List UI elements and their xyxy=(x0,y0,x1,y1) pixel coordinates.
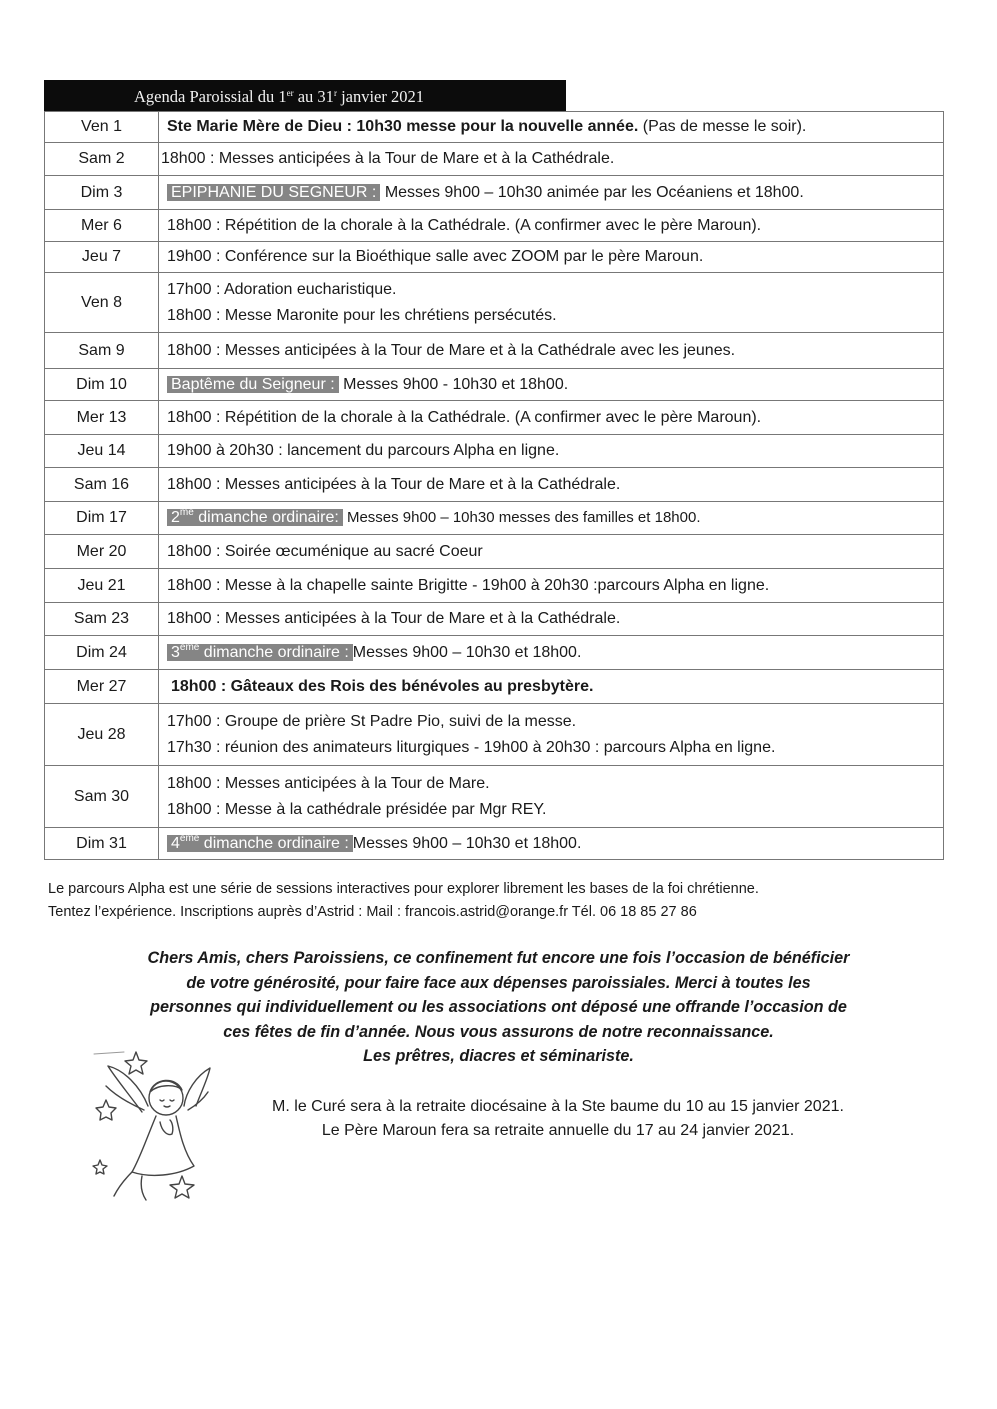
event-cell: Baptême du Seigneur : Messes 9h00 - 10h30 et 18h00. xyxy=(159,369,944,401)
event-cell: 19h00 à 20h30 : lancement du parcours Alpha en ligne. xyxy=(159,435,944,468)
day-cell: Dim 31 xyxy=(45,828,159,860)
event-cell: 18h00 : Messes anticipées à la Tour de Mare. 18h00 : Messe à la cathédrale présidée par Mgr REY. xyxy=(159,766,944,828)
table-row xyxy=(45,273,944,333)
table-row xyxy=(45,333,944,369)
table-row xyxy=(45,143,944,176)
day-cell: Dim 3 xyxy=(45,176,159,210)
event-cell: 18h00 : Messes anticipées à la Tour de Mare et à la Cathédrale. xyxy=(159,143,944,176)
day-cell: Ven 1 xyxy=(45,112,159,143)
day-cell: Jeu 14 xyxy=(45,435,159,468)
table-row xyxy=(45,636,944,670)
feast-highlight: 3ème dimanche ordinaire : xyxy=(167,644,353,661)
day-cell: Sam 23 xyxy=(45,603,159,636)
table-row xyxy=(45,210,944,242)
day-cell: Mer 6 xyxy=(45,210,159,242)
table-row xyxy=(45,369,944,401)
event-cell: 17h00 : Groupe de prière St Padre Pio, suivi de la messe. 17h30 : réunion des animateurs liturgiques - 19h00 à 20h30 : parcours Alpha en ligne. xyxy=(159,704,944,766)
event-cell: 18h00 : Gâteaux des Rois des bénévoles au presbytère. xyxy=(159,670,944,704)
day-cell: Sam 30 xyxy=(45,766,159,828)
day-cell: Mer 20 xyxy=(45,535,159,569)
table-row xyxy=(45,535,944,569)
event-cell: 18h00 : Messes anticipées à la Tour de Mare et à la Cathédrale. xyxy=(159,603,944,636)
agenda-table xyxy=(44,111,944,860)
day-cell: Ven 8 xyxy=(45,273,159,333)
table-row xyxy=(45,435,944,468)
table-row xyxy=(45,569,944,603)
event-cell: $2^{me}$ dimanche ordinaire: Messes 9h00 – 10h30 messes des familles et 18h00. xyxy=(159,502,944,535)
feast-highlight: EPIPHANIE DU SEGNEUR : xyxy=(167,184,380,201)
day-cell: Jeu 21 xyxy=(45,569,159,603)
day-cell: Jeu 28 xyxy=(45,704,159,766)
feast-highlight: 4ème dimanche ordinaire : xyxy=(167,835,353,852)
event-cell: 19h00 : Conférence sur la Bioéthique salle avec ZOOM par le père Maroun. xyxy=(159,242,944,273)
day-cell: Dim 10 xyxy=(45,369,159,401)
event-cell: 18h00 : Messes anticipées à la Tour de Mare et à la Cathédrale. xyxy=(159,468,944,502)
table-row xyxy=(45,401,944,435)
table-row xyxy=(45,670,944,704)
event-cell: Ste Marie Mère de Dieu : 10h30 messe pour la nouvelle année. (Pas de messe le soir). xyxy=(159,112,944,143)
table-row xyxy=(45,242,944,273)
thanks-message: Chers Amis, chers Paroissiens, ce confinement fut encore une fois l’occasion de bénéficier de votre générosité, pour faire face aux dépenses paroissiales. Merci à toutes les personnes qui individuellement ou les associations ont déposé une offrande l’occasion de ces fêtes de fin d’année. Nous vous assurons de notre reconnaissance. Les prêtres, diacres et séminariste. xyxy=(147,949,850,1065)
table-row xyxy=(45,468,944,502)
table-row xyxy=(45,766,944,828)
day-cell: Mer 27 xyxy=(45,670,159,704)
event-cell: 18h00 : Messe à la chapelle sainte Brigitte - 19h00 à 20h30 :parcours Alpha en ligne. xyxy=(159,569,944,603)
table-row xyxy=(45,704,944,766)
table-row xyxy=(45,603,944,636)
table-row xyxy=(45,176,944,210)
day-cell: Mer 13 xyxy=(45,401,159,435)
table-row xyxy=(45,502,944,535)
event-cell: 18h00 : Soirée œcuménique au sacré Coeur xyxy=(159,535,944,569)
event-cell: 4ème dimanche ordinaire : Messes 9h00 – 10h30 et 18h00. xyxy=(159,828,944,860)
event-cell: 18h00 : Répétition de la chorale à la Cathédrale. (A confirmer avec le père Maroun). xyxy=(159,401,944,435)
day-cell: Sam 16 xyxy=(45,468,159,502)
day-cell: Jeu 7 xyxy=(45,242,159,273)
event-cell: EPIPHANIE DU SEGNEUR : Messes 9h00 – 10h30 animée par les Océaniens et 18h00. xyxy=(159,176,944,210)
event-cell: 17h00 : Adoration eucharistique. 18h00 : Messe Maronite pour les chrétiens persécutés. xyxy=(159,273,944,333)
feast-highlight: $2^{me}$ dimanche ordinaire: xyxy=(167,509,343,526)
event-cell: 18h00 : Répétition de la chorale à la Cathédrale. (A confirmer avec le père Maroun). xyxy=(159,210,944,242)
day-cell: Sam 9 xyxy=(45,333,159,369)
event-cell: 18h00 : Messes anticipées à la Tour de Mare et à la Cathédrale avec les jeunes. xyxy=(159,333,944,369)
table-row xyxy=(45,828,944,860)
retreat-announcement: M. le Curé sera à la retraite diocésaine à la Ste baume du 10 au 15 janvier 2021. Le Père Maroun fera sa retraite annuelle du 17 au 24 janvier 2021. xyxy=(272,1098,844,1139)
agenda-title: Agenda Paroissial du 1er au 31$^r$ janvier 2021 xyxy=(44,80,566,111)
day-cell: Dim 17 xyxy=(45,502,159,535)
angel-with-stars-icon xyxy=(84,1048,216,1220)
day-cell: Dim 24 xyxy=(45,636,159,670)
table-row xyxy=(45,112,944,143)
event-cell: 3ème dimanche ordinaire : Messes 9h00 – 10h30 et 18h00. xyxy=(159,636,944,670)
day-cell: Sam 2 xyxy=(45,143,159,176)
alpha-course-note: Le parcours Alpha est une série de sessions interactives pour explorer librement les bases de la foi chrétienne. Tentez l’expérience. Inscriptions auprès d’Astrid : Mail : francois.astrid@orange.fr Tél. 06 18 85 27 86 xyxy=(48,881,759,920)
feast-highlight: Baptême du Seigneur : xyxy=(167,376,339,393)
